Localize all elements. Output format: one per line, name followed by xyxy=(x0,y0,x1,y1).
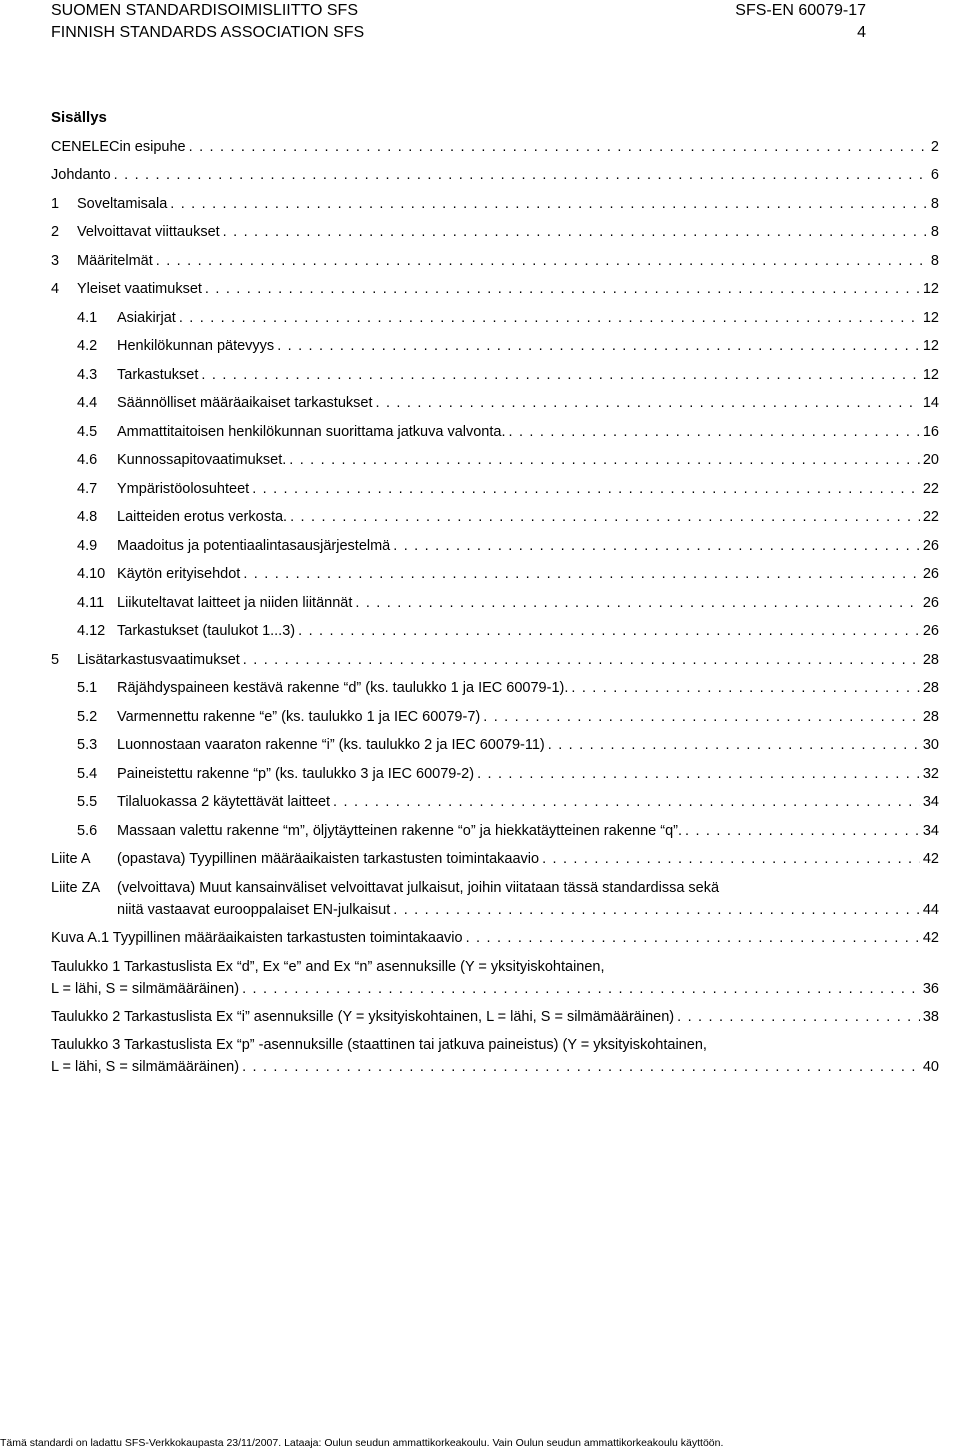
toc-entry-title: Soveltamisala xyxy=(77,196,168,212)
toc-entry-title: (opastava) Tyypillinen määräaikaisten tarkastusten toimintakaavio xyxy=(117,851,540,867)
toc-leader-dots xyxy=(252,478,920,500)
toc-entry[interactable] xyxy=(51,763,939,785)
toc-entry[interactable] xyxy=(51,364,939,386)
toc-entry-page: 28 xyxy=(922,709,939,725)
toc-leader-dots xyxy=(156,250,928,272)
page-header xyxy=(51,0,866,44)
toc-leader-dots xyxy=(242,1056,920,1078)
header-page-number: 4 xyxy=(857,24,866,41)
toc-leader-dots xyxy=(477,763,920,785)
toc-entry[interactable] xyxy=(51,250,939,272)
toc-entry-title: Massaan valettu rakenne “m”, öljytäytteinen rakenne “o” ja hiekkatäytteinen rakenne “q”. xyxy=(117,823,682,839)
toc-entry-page: 30 xyxy=(922,737,939,753)
toc-entry[interactable] xyxy=(51,848,939,870)
toc-entry-page: 32 xyxy=(922,766,939,782)
toc-entry[interactable] xyxy=(51,820,939,842)
toc-entry-title: Liikuteltavat laitteet ja niiden liitännät xyxy=(117,595,353,611)
toc-entry-title: L = lähi, S = silmämääräinen) xyxy=(51,1059,240,1075)
toc-entry-title: Johdanto xyxy=(51,167,111,183)
toc-entry[interactable] xyxy=(51,563,939,585)
toc-leader-dots xyxy=(179,307,920,329)
toc-leader-dots xyxy=(289,449,920,471)
toc-entry[interactable] xyxy=(51,478,939,500)
toc-entry[interactable] xyxy=(51,307,939,329)
toc-leader-dots xyxy=(393,899,920,921)
toc-entry-page: 6 xyxy=(930,167,939,183)
toc-leader-dots xyxy=(242,978,920,1000)
toc-entry-title: Luonnostaan vaaraton rakenne “i” (ks. taulukko 2 ja IEC 60079-11) xyxy=(117,737,545,753)
toc-entry[interactable] xyxy=(51,392,939,414)
toc-entry-number: 4.3 xyxy=(77,367,98,383)
toc-entry-title: Käytön erityisehdot xyxy=(117,566,241,582)
toc-entry[interactable] xyxy=(51,1034,939,1078)
toc-entry-title: Varmennettu rakenne “e” (ks. taulukko 1 ja IEC 60079-7) xyxy=(117,709,481,725)
toc-entry-page: 26 xyxy=(922,566,939,582)
toc-entry-title: Henkilökunnan pätevyys xyxy=(117,338,275,354)
toc-entry-page: 36 xyxy=(922,981,939,997)
header-standard-info xyxy=(735,0,866,44)
toc-entry-title: Määritelmät xyxy=(77,253,153,269)
toc-entry[interactable] xyxy=(51,734,939,756)
toc-entry-number: 4.7 xyxy=(77,481,98,497)
toc-leader-dots xyxy=(114,164,928,186)
toc-entry[interactable] xyxy=(51,278,939,300)
toc-entry-number: 4.1 xyxy=(77,310,98,326)
toc-entry-page: 28 xyxy=(922,680,939,696)
toc-leader-dots xyxy=(189,136,928,158)
toc-entry-page: 20 xyxy=(922,452,939,468)
toc-entry-page: 44 xyxy=(922,902,939,918)
toc-entry[interactable] xyxy=(51,136,939,158)
toc-leader-dots xyxy=(571,677,919,699)
toc-entry-number: 5.6 xyxy=(77,823,98,839)
toc-entry-title: Kunnossapitovaatimukset. xyxy=(117,452,287,468)
toc-entry-page: 34 xyxy=(922,823,939,839)
toc-entry[interactable] xyxy=(51,335,939,357)
toc-entry-number: 5.4 xyxy=(77,766,98,782)
toc-entry-title: Laitteiden erotus verkosta. xyxy=(117,509,288,525)
toc-entry-title: Velvoittavat viittaukset xyxy=(77,224,220,240)
toc-entry-page: 26 xyxy=(922,623,939,639)
toc-entry[interactable] xyxy=(51,193,939,215)
toc-entry-number: 4.5 xyxy=(77,424,98,440)
toc-entry-number: 5.1 xyxy=(77,680,98,696)
toc-entry-page: 38 xyxy=(922,1009,939,1025)
toc-entry[interactable] xyxy=(51,592,939,614)
toc-entry-page: 12 xyxy=(922,310,939,326)
toc-entry-title-line1: (velvoittava) Muut kansainväliset velvoittavat julkaisut, joihin viitataan tässä standardissa sekä xyxy=(117,880,720,896)
toc-entry-page: 26 xyxy=(922,595,939,611)
toc-leader-dots xyxy=(223,221,928,243)
toc-entry-number: 4.2 xyxy=(77,338,98,354)
toc-entry-title: L = lähi, S = silmämääräinen) xyxy=(51,981,240,997)
toc-entry[interactable] xyxy=(51,877,939,921)
toc-entry-number: 2 xyxy=(51,224,60,240)
toc-entry-number: 4.11 xyxy=(77,595,105,611)
toc-entry-title: Räjähdyspaineen kestävä rakenne “d” (ks. taulukko 1 ja IEC 60079-1). xyxy=(117,680,569,696)
toc-entry[interactable] xyxy=(51,791,939,813)
toc-entry-title: Maadoitus ja potentiaalintasausjärjestelmä xyxy=(117,538,391,554)
toc-entry-number: 1 xyxy=(51,196,60,212)
toc-entry-title: Kuva A.1 Tyypillinen määräaikaisten tarkastusten toimintakaavio xyxy=(51,930,463,946)
toc-entry-page: 2 xyxy=(930,139,939,155)
toc-leader-dots xyxy=(483,706,920,728)
toc-entry-title: Tarkastukset (taulukot 1...3) xyxy=(117,623,296,639)
toc-entry-number: 5.2 xyxy=(77,709,98,725)
toc-leader-dots xyxy=(298,620,920,642)
toc-entry-page: 42 xyxy=(922,851,939,867)
toc-entry[interactable] xyxy=(51,1006,939,1028)
toc-leader-dots xyxy=(201,364,919,386)
toc-entry[interactable] xyxy=(51,649,939,671)
toc-entry[interactable] xyxy=(51,221,939,243)
toc-entry-number: 4.12 xyxy=(77,623,106,639)
toc-leader-dots xyxy=(393,535,920,557)
toc-leader-dots xyxy=(542,848,920,870)
toc-leader-dots xyxy=(677,1006,920,1028)
toc-entry-number: 4.4 xyxy=(77,395,98,411)
toc-entry-page: 40 xyxy=(922,1059,939,1075)
toc-entry-title: CENELECin esipuhe xyxy=(51,139,186,155)
toc-entry[interactable] xyxy=(51,535,939,557)
toc-entry[interactable] xyxy=(51,706,939,728)
toc-entry[interactable] xyxy=(51,421,939,443)
toc-entry[interactable] xyxy=(51,956,939,1000)
toc-entry-number: 4.8 xyxy=(77,509,98,525)
toc-entry-title: niitä vastaavat eurooppalaiset EN-julkaisut xyxy=(117,902,391,918)
toc-entry-title: Lisätarkastusvaatimukset xyxy=(77,652,240,668)
toc-entry-number: 4 xyxy=(51,281,60,297)
toc-entry-number: 5 xyxy=(51,652,60,668)
toc-leader-dots xyxy=(170,193,928,215)
header-standard-id: SFS-EN 60079-17 xyxy=(735,2,866,19)
toc-entry-title-line1: Taulukko 3 Tarkastuslista Ex “p” -asennuksille (staattinen tai jatkuva paineistus) (Y = yksityiskohtainen, xyxy=(51,1037,707,1053)
toc-entry[interactable] xyxy=(51,927,939,949)
toc-entry-page: 16 xyxy=(922,424,939,440)
toc-entry[interactable] xyxy=(51,620,939,642)
toc-leader-dots xyxy=(548,734,920,756)
toc-entry-title: Tilaluokassa 2 käytettävät laitteet xyxy=(117,794,331,810)
toc-entry-title: Säännölliset määräaikaiset tarkastukset xyxy=(117,395,373,411)
toc-entry-number: 3 xyxy=(51,253,60,269)
toc-leader-dots xyxy=(243,563,920,585)
toc-entry-number: Liite ZA xyxy=(51,880,101,896)
download-notice: Tämä standardi on ladattu SFS-Verkkokaupasta 23/11/2007. Lataaja: Oulun seudun ammattikorkeakoulu. Vain Oulun seudun ammattikorkeakoulu käyttöön. xyxy=(0,1437,724,1449)
toc-entry-number: Liite A xyxy=(51,851,91,867)
toc-entry[interactable] xyxy=(51,449,939,471)
toc-leader-dots xyxy=(376,392,920,414)
toc-entry-page: 34 xyxy=(922,794,939,810)
toc-leader-dots xyxy=(355,592,919,614)
toc-leader-dots xyxy=(508,421,919,443)
toc-entry-page: 8 xyxy=(930,224,939,240)
toc-entry-title: Tarkastukset xyxy=(117,367,199,383)
toc-entry-page: 12 xyxy=(922,367,939,383)
toc-entry-number: 4.6 xyxy=(77,452,98,468)
toc-entry-page: 42 xyxy=(922,930,939,946)
toc-entry-number: 4.10 xyxy=(77,566,106,582)
toc-leader-dots xyxy=(466,927,920,949)
toc-leader-dots xyxy=(205,278,920,300)
toc-entry-title: Asiakirjat xyxy=(117,310,176,326)
toc-entry-page: 14 xyxy=(922,395,939,411)
toc-entry-page: 28 xyxy=(922,652,939,668)
toc-leader-dots xyxy=(685,820,920,842)
toc-leader-dots xyxy=(333,791,920,813)
toc-entry-title: Yleiset vaatimukset xyxy=(77,281,202,297)
toc-entry-number: 4.9 xyxy=(77,538,98,554)
toc-leader-dots xyxy=(290,506,920,528)
toc-entry-page: 8 xyxy=(930,196,939,212)
toc-entry-title: Ammattitaitoisen henkilökunnan suorittama jatkuva valvonta. xyxy=(117,424,506,440)
header-org-english: FINNISH STANDARDS ASSOCIATION SFS xyxy=(51,24,365,41)
toc-entry[interactable] xyxy=(51,164,939,186)
toc-entry-number: 5.3 xyxy=(77,737,98,753)
toc-entry[interactable] xyxy=(51,677,939,699)
toc-entry-number: 5.5 xyxy=(77,794,98,810)
toc-title: Sisällys xyxy=(51,109,107,126)
toc-entry-title: Taulukko 2 Tarkastuslista Ex “i” asennuksille (Y = yksityiskohtainen, L = lähi, S = silmämääräinen) xyxy=(51,1009,675,1025)
toc-entry-page: 22 xyxy=(922,481,939,497)
header-organization xyxy=(51,0,364,44)
toc-entry-title: Paineistettu rakenne “p” (ks. taulukko 3 ja IEC 60079-2) xyxy=(117,766,475,782)
toc-entry-page: 12 xyxy=(922,281,939,297)
toc-entry-title-line1: Taulukko 1 Tarkastuslista Ex “d”, Ex “e” and Ex “n” asennuksille (Y = yksityiskohtainen, xyxy=(51,959,605,975)
toc-entry-page: 22 xyxy=(922,509,939,525)
toc-entry-page: 8 xyxy=(930,253,939,269)
toc-entry-title: Ympäristöolosuhteet xyxy=(117,481,250,497)
toc-entry[interactable] xyxy=(51,506,939,528)
toc-entry-page: 12 xyxy=(922,338,939,354)
toc-leader-dots xyxy=(243,649,920,671)
toc-leader-dots xyxy=(277,335,920,357)
toc-entry-page: 26 xyxy=(922,538,939,554)
header-org-finnish: SUOMEN STANDARDISOIMISLIITTO SFS xyxy=(51,2,358,19)
